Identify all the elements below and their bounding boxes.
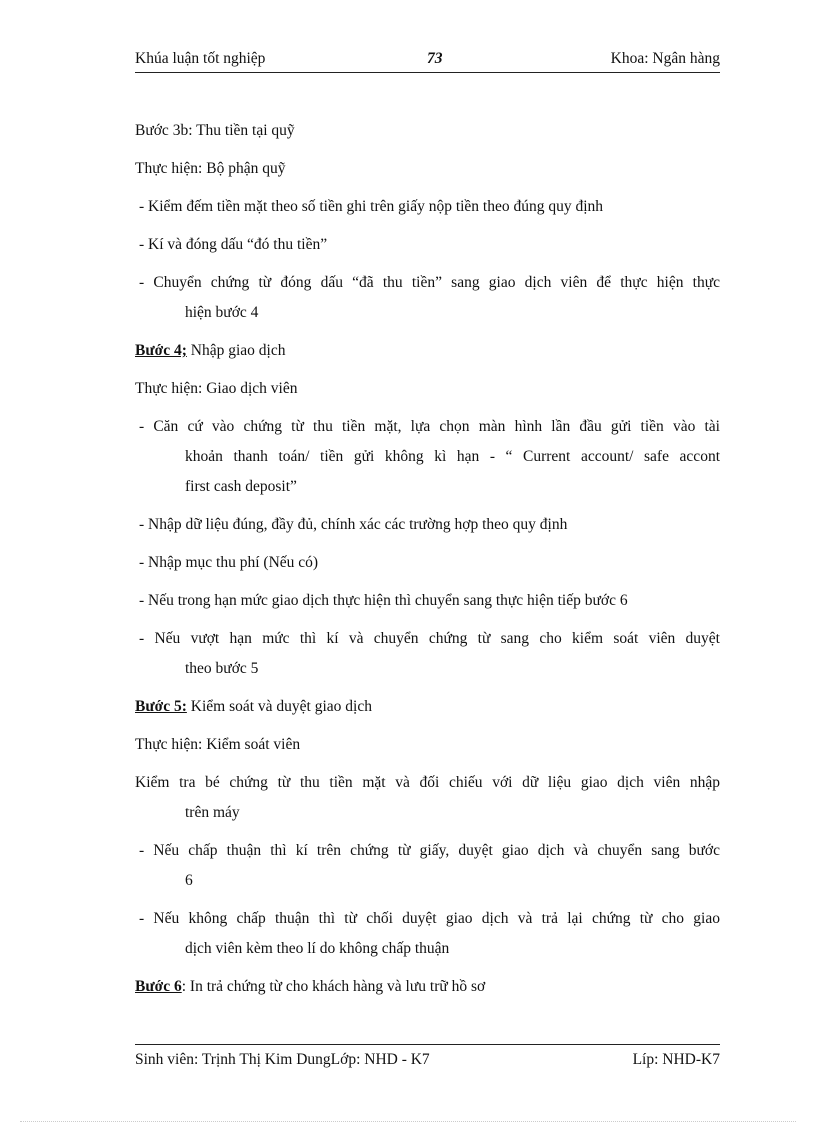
list-item-continuation: dịch viên kèm theo lí do không chấp thuận <box>185 940 450 957</box>
step-6-heading <box>135 978 485 996</box>
list-item: - Nhập mục thu phí (Nếu có) <box>139 554 319 571</box>
step-4-title: Nhập giao dịch <box>186 342 286 359</box>
list-item-continuation: khoản thanh toán/ tiền gửi không kì hạn - “ Current account/ safe accont <box>185 448 720 465</box>
step-5-heading <box>135 698 372 716</box>
step-3b-performer: Thực hiện: Bộ phận quỹ <box>135 160 286 177</box>
list-item-continuation: first cash deposit” <box>185 478 297 495</box>
list-item-continuation: 6 <box>185 872 193 889</box>
step-5-title: Kiểm soát và duyệt giao dịch <box>186 698 372 715</box>
step-4-label: Bước 4; <box>135 342 187 359</box>
list-item: - Chuyển chứng từ đóng dấu “đã thu tiền” sang giao dịch viên để thực hiện thực <box>139 274 720 291</box>
page-footer <box>135 1044 720 1069</box>
step-5-performer: Thực hiện: Kiểm soát viên <box>135 736 301 753</box>
step-3b-heading: Bước 3b: Thu tiền tại quỹ <box>135 122 295 139</box>
step-6-title: : In trả chứng từ cho khách hàng và lưu trữ hồ sơ <box>181 978 486 995</box>
header-faculty: Khoa: Ngân hàng <box>610 50 720 67</box>
list-item: - Kiểm đếm tiền mặt theo số tiền ghi trên giấy nộp tiền theo đúng quy định <box>139 198 604 215</box>
list-item-continuation: hiện bước 4 <box>185 304 259 321</box>
list-item: - Kí và đóng dấu “đó thu tiền” <box>139 236 328 253</box>
paragraph: Kiểm tra bé chứng từ thu tiền mặt và đối chiếu với dữ liệu giao dịch viên nhập <box>135 774 720 791</box>
list-item: - Nếu chấp thuận thì kí trên chứng từ giấy, duyệt giao dịch và chuyển sang bước <box>139 842 720 859</box>
list-item: - Căn cứ vào chứng từ thu tiền mặt, lựa chọn màn hình lần đầu gửi tiền vào tài <box>139 418 720 435</box>
list-item: - Nếu trong hạn mức giao dịch thực hiện thì chuyển sang thực hiện tiếp bước 6 <box>139 592 628 609</box>
page-number: 73 <box>427 50 443 67</box>
footer-class: Líp: NHD-K7 <box>632 1051 720 1068</box>
page-header <box>135 50 720 73</box>
page-edge-divider <box>20 1121 796 1122</box>
list-item-continuation: theo bước 5 <box>185 660 259 677</box>
list-item: - Nếu vượt hạn mức thì kí và chuyển chứng từ sang cho kiểm soát viên duyệt <box>139 630 720 647</box>
step-6-label: Bước 6 <box>135 978 182 995</box>
step-5-label: Bước 5: <box>135 698 187 715</box>
footer-student: Sinh viên: Trịnh Thị Kim DungLớp: NHD - K7 <box>135 1051 430 1068</box>
list-item: - Nếu không chấp thuận thì từ chối duyệt giao dịch và trả lại chứng từ cho giao <box>139 910 720 927</box>
step-4-heading <box>135 342 285 360</box>
paragraph-continuation: trên máy <box>185 804 240 821</box>
header-thesis-title: Khúa luận tốt nghiệp <box>135 50 266 67</box>
list-item: - Nhập dữ liệu đúng, đầy đủ, chính xác các trường hợp theo quy định <box>139 516 568 533</box>
step-4-performer: Thực hiện: Giao dịch viên <box>135 380 298 397</box>
